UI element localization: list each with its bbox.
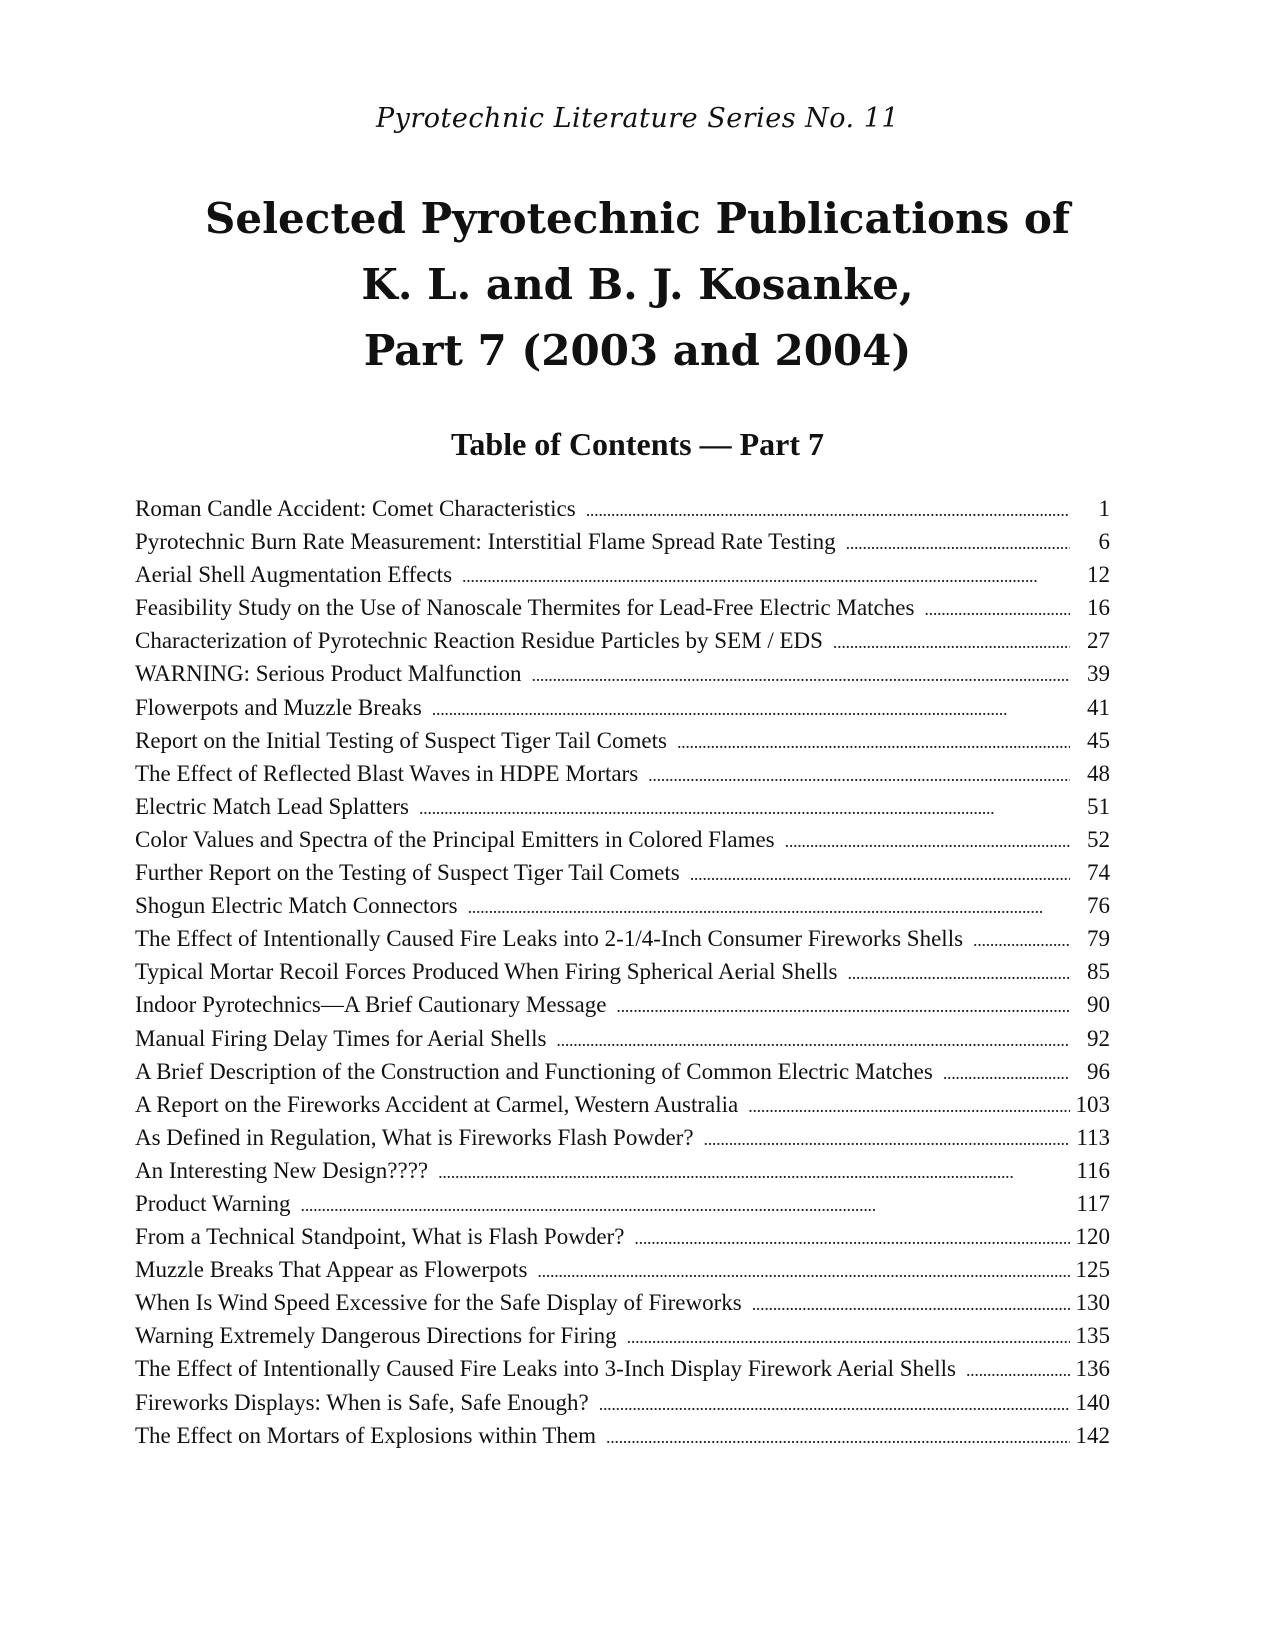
toc-dot-leader — [634, 1222, 1070, 1255]
toc-dot-leader — [586, 494, 1070, 527]
toc-dot-leader — [419, 792, 1070, 825]
toc-dot-leader — [785, 825, 1070, 858]
toc-entry-page: 6 — [1098, 529, 1110, 555]
toc-entry-title: The Effect on Mortars of Explosions within Them — [135, 1422, 596, 1448]
toc-entry-title: As Defined in Regulation, What is Fireworks Flash Powder? — [135, 1124, 694, 1150]
toc-entry-title: Aerial Shell Augmentation Effects — [135, 562, 453, 588]
toc-entry-title: Warning Extremely Dangerous Directions for Firing — [135, 1323, 617, 1349]
toc-entry[interactable] — [135, 492, 1110, 525]
title-line: K. L. and B. J. Kosanke, — [361, 260, 914, 309]
toc-entry[interactable] — [135, 823, 1110, 856]
toc-entry[interactable] — [135, 558, 1110, 591]
toc-entry-page: 79 — [1087, 926, 1110, 952]
toc-dot-leader — [752, 1288, 1070, 1321]
toc-entry-page: 51 — [1087, 793, 1110, 819]
toc-entry-title: Muzzle Breaks That Appear as Flowerpots — [135, 1257, 528, 1283]
toc-entry-title: Manual Firing Delay Times for Aerial Shells — [135, 1025, 547, 1051]
toc-entry-page: 48 — [1087, 760, 1110, 786]
toc-dot-leader — [432, 693, 1070, 726]
toc-entry[interactable] — [135, 955, 1110, 988]
toc-entry-page: 116 — [1076, 1157, 1110, 1183]
toc-entry-title: A Brief Description of the Construction and Functioning of Common Electric Matches — [135, 1058, 933, 1084]
toc-entry[interactable] — [135, 1386, 1110, 1419]
toc-entry-page: 27 — [1087, 628, 1110, 654]
toc-dot-leader — [532, 659, 1071, 692]
toc-entry-title: Further Report on the Testing of Suspect Tiger Tail Comets — [135, 860, 680, 886]
toc-entry[interactable] — [135, 1187, 1110, 1220]
toc-dot-leader — [537, 1255, 1070, 1288]
toc-entry[interactable] — [135, 1088, 1110, 1121]
toc-dot-leader — [748, 1090, 1070, 1123]
toc-entry-title: The Effect of Intentionally Caused Fire Leaks into 3-Inch Display Firework Aerial Shells — [135, 1356, 956, 1382]
toc-entry-title: Feasibility Study on the Use of Nanoscale Thermites for Lead-Free Electric Matches — [135, 595, 915, 621]
toc-entry-page: 142 — [1075, 1422, 1110, 1448]
toc-entry-title: The Effect of Intentionally Caused Fire Leaks into 2-1/4-Inch Consumer Fireworks Shells — [135, 926, 964, 952]
toc-entry-title: Roman Candle Accident: Comet Characteristics — [135, 496, 576, 521]
toc-entry-title: Color Values and Spectra of the Principal Emitters in Colored Flames — [135, 826, 775, 852]
toc-entry-title: Indoor Pyrotechnics—A Brief Cautionary Message — [135, 992, 607, 1018]
toc-dot-leader — [556, 1024, 1070, 1057]
table-of-contents — [135, 492, 1110, 1452]
title-line: Part 7 (2003 and 2004) — [363, 326, 912, 375]
toc-entry-title: A Report on the Fireworks Accident at Carmel, Western Australia — [135, 1091, 739, 1117]
toc-entry-page: 16 — [1087, 595, 1110, 621]
toc-entry-title: The Effect of Reflected Blast Waves in HDPE Mortars — [135, 760, 639, 786]
toc-entry-title: Flowerpots and Muzzle Breaks — [135, 694, 422, 720]
toc-dot-leader — [438, 1156, 1070, 1189]
toc-entry-page: 90 — [1087, 992, 1110, 1018]
toc-entry-page: 125 — [1075, 1257, 1110, 1283]
toc-entry[interactable] — [135, 856, 1110, 889]
toc-dot-leader — [690, 858, 1070, 891]
toc-entry-page: 85 — [1087, 959, 1110, 985]
toc-entry-page: 113 — [1076, 1124, 1110, 1150]
document-title — [0, 186, 1275, 384]
toc-entry[interactable] — [135, 591, 1110, 624]
toc-entry[interactable] — [135, 757, 1110, 790]
toc-entry[interactable] — [135, 988, 1110, 1021]
toc-dot-leader — [648, 759, 1070, 792]
toc-entry-page: 117 — [1076, 1190, 1110, 1216]
toc-entry[interactable] — [135, 1022, 1110, 1055]
toc-entry[interactable] — [135, 1419, 1110, 1452]
toc-entry-page: 39 — [1087, 661, 1110, 687]
toc-entry-title: Pyrotechnic Burn Rate Measurement: Interstitial Flame Spread Rate Testing — [135, 529, 836, 555]
toc-dot-leader — [627, 1321, 1070, 1354]
toc-entry-page: 92 — [1087, 1025, 1110, 1051]
toc-dot-leader — [833, 626, 1070, 659]
toc-entry-title: Product Warning — [135, 1190, 291, 1216]
toc-entry[interactable] — [135, 691, 1110, 724]
toc-dot-leader — [848, 957, 1071, 990]
toc-dot-leader — [704, 1123, 1070, 1156]
toc-entry-title: Characterization of Pyrotechnic Reaction Residue Particles by SEM / EDS — [135, 628, 823, 654]
toc-dot-leader — [973, 924, 1070, 957]
toc-entry[interactable] — [135, 657, 1110, 690]
toc-entry-page: 12 — [1087, 562, 1110, 588]
toc-dot-leader — [677, 726, 1070, 759]
toc-entry[interactable] — [135, 1286, 1110, 1319]
toc-entry-title: WARNING: Serious Product Malfunction — [135, 661, 522, 687]
toc-entry-page: 76 — [1087, 893, 1110, 919]
toc-entry[interactable] — [135, 790, 1110, 823]
toc-entry[interactable] — [135, 922, 1110, 955]
toc-entry[interactable] — [135, 1154, 1110, 1187]
toc-dot-leader — [616, 990, 1070, 1023]
toc-dot-leader — [966, 1354, 1070, 1387]
toc-entry[interactable] — [135, 1055, 1110, 1088]
toc-entry-title: Shogun Electric Match Connectors — [135, 893, 458, 919]
toc-entry-page: 1 — [1098, 496, 1110, 521]
toc-dot-leader — [943, 1057, 1070, 1090]
toc-entry-page: 96 — [1087, 1058, 1110, 1084]
title-line: Selected Pyrotechnic Publications of — [205, 194, 1070, 243]
toc-entry-title: Report on the Initial Testing of Suspect Tiger Tail Comets — [135, 727, 667, 753]
toc-entry[interactable] — [135, 1352, 1110, 1385]
toc-dot-leader — [468, 891, 1070, 924]
toc-entry[interactable] — [135, 525, 1110, 558]
toc-entry-title: Electric Match Lead Splatters — [135, 793, 409, 819]
toc-entry[interactable] — [135, 889, 1110, 922]
toc-entry[interactable] — [135, 1319, 1110, 1352]
toc-dot-leader — [606, 1421, 1070, 1454]
toc-entry-title: An Interesting New Design???? — [135, 1157, 429, 1183]
toc-entry-page: 41 — [1087, 694, 1110, 720]
toc-dot-leader — [846, 527, 1070, 560]
toc-entry-page: 52 — [1087, 826, 1110, 852]
toc-dot-leader — [599, 1388, 1070, 1421]
toc-entry[interactable] — [135, 724, 1110, 757]
toc-entry[interactable] — [135, 624, 1110, 657]
toc-entry-title: From a Technical Standpoint, What is Flash Powder? — [135, 1224, 625, 1250]
toc-entry-title: When Is Wind Speed Excessive for the Safe Display of Fireworks — [135, 1290, 742, 1316]
toc-entry-page: 136 — [1075, 1356, 1110, 1382]
toc-entry-page: 45 — [1087, 727, 1110, 753]
toc-entry[interactable] — [135, 1121, 1110, 1154]
toc-entry-title: Fireworks Displays: When is Safe, Safe Enough? — [135, 1389, 589, 1415]
toc-entry-page: 74 — [1087, 860, 1110, 886]
toc-entry[interactable] — [135, 1220, 1110, 1253]
toc-heading: Table of Contents — Part 7 — [450, 426, 825, 462]
toc-entry[interactable] — [135, 1253, 1110, 1286]
series-label: Pyrotechnic Literature Series No. 11 — [375, 103, 900, 134]
toc-entry-page: 135 — [1075, 1323, 1110, 1349]
toc-entry-title: Typical Mortar Recoil Forces Produced When Firing Spherical Aerial Shells — [135, 959, 838, 985]
toc-dot-leader — [301, 1189, 1070, 1222]
toc-entry-page: 130 — [1075, 1290, 1110, 1316]
toc-entry-page: 103 — [1075, 1091, 1110, 1117]
toc-dot-leader — [924, 593, 1070, 626]
toc-entry-page: 120 — [1075, 1224, 1110, 1250]
toc-dot-leader — [462, 560, 1070, 593]
toc-entry-page: 140 — [1075, 1389, 1110, 1415]
